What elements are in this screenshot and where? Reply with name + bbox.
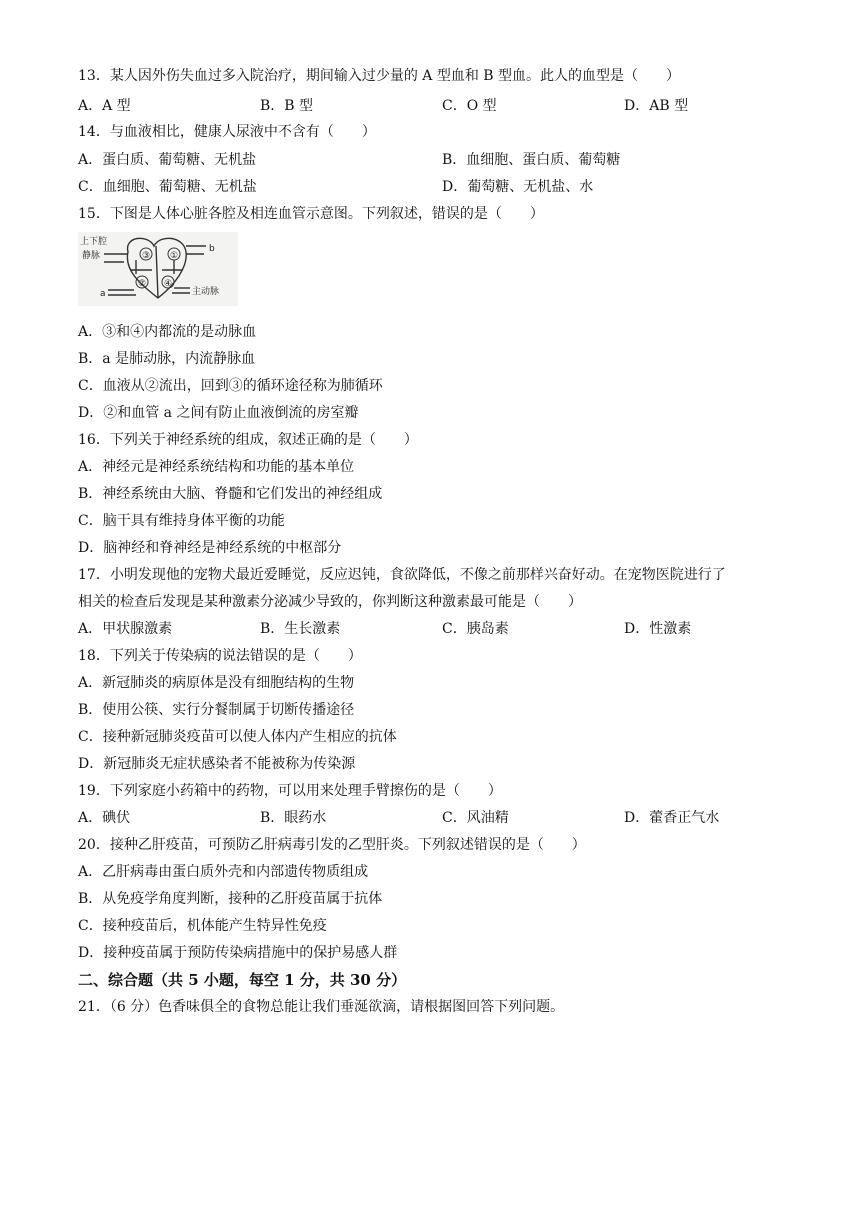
question-13-stem: 13．某人因外伤失血过多入院治疗，期间输入过少量的 A 型血和 B 型血。此人的血型是（ ）: [78, 68, 681, 84]
q19-option-b: B．眼药水: [260, 810, 327, 826]
question-17-stem-line1: 17．小明发现他的宠物犬最近爱睡觉，反应迟钝，食欲降低，不像之前那样兴奋好动。在宠物医院进行了: [78, 567, 726, 583]
question-14-stem: 14．与血液相比，健康人尿液中不含有（ ）: [78, 124, 376, 140]
question-16-stem: 16．下列关于神经系统的组成，叙述正确的是（ ）: [78, 432, 418, 448]
q14-option-a: A．蛋白质、葡萄糖、无机盐: [78, 152, 257, 168]
q15-option-d: D．②和血管 a 之间有防止血液倒流的房室瓣: [78, 405, 359, 421]
q14-option-b: B．血细胞、蛋白质、葡萄糖: [442, 152, 621, 168]
label-vena-cava-line2: 静脉: [82, 251, 101, 261]
q13-option-c: C．O 型: [442, 98, 497, 114]
q13-option-d: D．AB 型: [624, 98, 689, 114]
q15-option-a: A．③和④内都流的是动脉血: [78, 324, 257, 340]
question-15-stem: 15．下图是人体心脏各腔及相连血管示意图。下列叙述，错误的是（ ）: [78, 206, 544, 222]
question-17-stem-line2: 相关的检查后发现是某种激素分泌减少导致的，你判断这种激素最可能是（ ）: [78, 594, 582, 610]
q14-option-d: D．葡萄糖、无机盐、水: [442, 179, 594, 195]
label-b: b: [209, 244, 215, 254]
chamber-3-label: ③: [142, 251, 151, 261]
q16-option-c: C．脑干具有维持身体平衡的功能: [78, 513, 285, 529]
q18-option-b: B．使用公筷、实行分餐制属于切断传播途径: [78, 702, 355, 718]
q18-option-c: C．接种新冠肺炎疫苗可以使人体内产生相应的抗体: [78, 729, 397, 745]
chamber-1-label: ①: [170, 251, 179, 261]
q20-option-a: A．乙肝病毒由蛋白质外壳和内部遗传物质组成: [78, 864, 369, 880]
question-19-stem: 19．下列家庭小药箱中的药物，可以用来处理手臂擦伤的是（ ）: [78, 783, 502, 799]
q13-option-b: B．B 型: [260, 98, 314, 114]
q14-option-c: C．血细胞、葡萄糖、无机盐: [78, 179, 257, 195]
heart-diagram: [78, 232, 238, 306]
q13-option-a: A．A 型: [78, 98, 131, 114]
q19-option-a: A．碘伏: [78, 810, 131, 826]
q19-option-d: D．藿香正气水: [624, 810, 720, 826]
q18-option-d: D．新冠肺炎无症状感染者不能被称为传染源: [78, 756, 356, 772]
label-vena-cava-line1: 上下腔: [80, 237, 108, 247]
q17-option-a: A．甲状腺激素: [78, 621, 173, 637]
q17-option-d: D．性激素: [624, 621, 692, 637]
q16-option-a: A．神经元是神经系统结构和功能的基本单位: [78, 459, 355, 475]
chamber-2-label: ②: [138, 279, 147, 289]
label-a: a: [100, 289, 106, 299]
question-18-stem: 18．下列关于传染病的说法错误的是（ ）: [78, 648, 362, 664]
question-21-stem: 21．（6 分）色香味俱全的食物总能让我们垂涎欲滴，请根据图回答下列问题。: [78, 999, 565, 1015]
chamber-4-label: ④: [164, 279, 173, 289]
section-2-heading: 二、综合题（共 5 小题，每空 1 分，共 30 分）: [78, 971, 407, 989]
q16-option-b: B．神经系统由大脑、脊髓和它们发出的神经组成: [78, 486, 383, 502]
question-20-stem: 20．接种乙肝疫苗，可预防乙肝病毒引发的乙型肝炎。下列叙述错误的是（ ）: [78, 837, 586, 853]
label-aorta: 主动脉: [192, 287, 220, 297]
q18-option-a: A．新冠肺炎的病原体是没有细胞结构的生物: [78, 675, 355, 691]
q20-option-b: B．从免疫学角度判断，接种的乙肝疫苗属于抗体: [78, 891, 383, 907]
q17-option-b: B．生长激素: [260, 621, 341, 637]
q17-option-c: C．胰岛素: [442, 621, 509, 637]
q15-option-c: C．血液从②流出，回到③的循环途径称为肺循环: [78, 378, 383, 394]
q20-option-c: C．接种疫苗后，机体能产生特异性免疫: [78, 918, 327, 934]
q19-option-c: C．风油精: [442, 810, 509, 826]
q20-option-d: D．接种疫苗属于预防传染病措施中的保护易感人群: [78, 945, 398, 961]
q16-option-d: D．脑神经和脊神经是神经系统的中枢部分: [78, 540, 342, 556]
q15-option-b: B．a 是肺动脉，内流静脉血: [78, 351, 256, 367]
